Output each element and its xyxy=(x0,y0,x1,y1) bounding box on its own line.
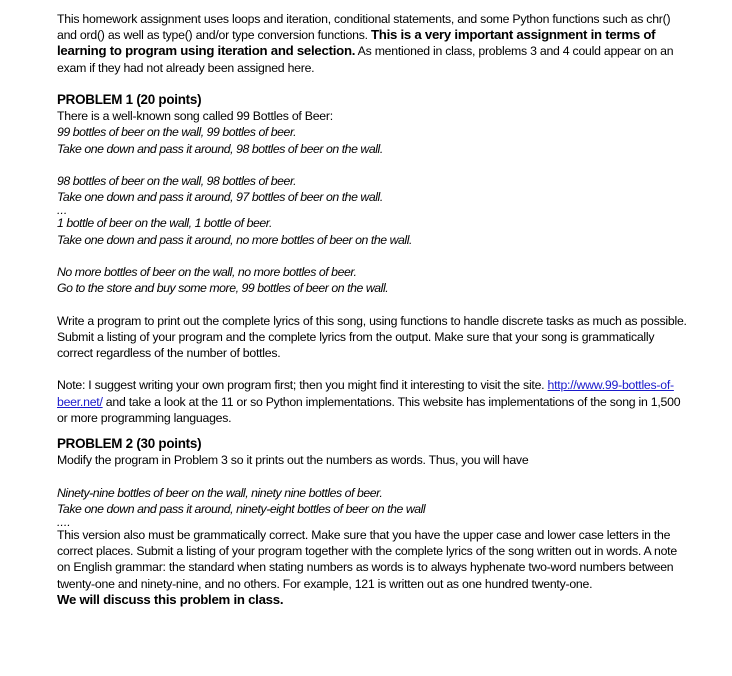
problem1-heading: PROBLEM 1 (20 points) xyxy=(57,92,202,107)
problem2-heading: PROBLEM 2 (30 points) xyxy=(57,436,202,451)
intro-text: This homework assignment uses loops and iteration, conditional statements, and some Python functions such as chr() and ord() as well as type() and/or type conversion functions. xyxy=(57,12,671,43)
lyric-line: Take one down and pass it around, no more bottles of beer on the wall. xyxy=(57,232,412,247)
lyric-line: Take one down and pass it around, 97 bottles of beer on the wall. xyxy=(57,190,383,205)
problem1-note xyxy=(57,377,687,426)
assignment-document xyxy=(57,11,687,608)
problem2-intro: Modify the program in Problem 3 so it prints out the numbers as words. Thus, you will have xyxy=(57,453,529,468)
lyric-line: Take one down and pass it around, 98 bottles of beer on the wall. xyxy=(57,141,383,156)
lyric-ellipsis: ... xyxy=(57,203,68,218)
lyric-line: Take one down and pass it around, ninety-eight bottles of beer on the wall xyxy=(57,501,426,516)
problem1-instructions: Write a program to print out the complete lyrics of this song, using functions to handle discrete tasks as much as possible. Submit a listing of your program and the complete lyrics from the output. Make sure that your song is grammatically correct regardless of the number of bottles. xyxy=(57,313,687,360)
intro-text-end: As mentioned in class, problems 3 and 4 could appear on an exam if they had not already been assigned here. xyxy=(57,44,674,75)
lyric-line: Go to the store and buy some more, 99 bottles of beer on the wall. xyxy=(57,281,389,296)
problem2-text: This version also must be grammatically correct. Make sure that you have the upper case and lower case letters in the correct places. Submit a listing of your program together with the complete lyrics of the song written out in words. A note on English grammar: the standard when stating numbers as words is to always hyphenate two-word numbers between twenty-one and ninety-nine, and no others. For example, 121 is written out as one hundred twenty-one. xyxy=(57,528,677,591)
problem2-closing: We will discuss this problem in class. xyxy=(57,591,284,607)
intro-paragraph xyxy=(57,11,687,76)
lyric-line: No more bottles of beer on the wall, no more bottles of beer. xyxy=(57,265,357,279)
problem1-intro: There is a well-known song called 99 Bottles of Beer: xyxy=(57,109,333,124)
note-text-end: and take a look at the 11 or so Python implementations. This website has implementations of the song in 1,500 or more programming languages. xyxy=(57,394,681,425)
lyric-line: Ninety-nine bottles of beer on the wall, ninety nine bottles of beer. xyxy=(57,485,383,500)
bottles-website-link[interactable]: http://www.99-bottles-of-beer.net/ xyxy=(57,378,674,409)
lyric-ellipsis: .... xyxy=(57,515,71,529)
lyric-line: 99 bottles of beer on the wall, 99 bottles of beer. xyxy=(57,125,297,140)
note-text: Note: I suggest writing your own program first; then you might find it interesting to visit the site. xyxy=(57,378,548,393)
lyric-line: 98 bottles of beer on the wall, 98 bottles of beer. xyxy=(57,174,297,188)
intro-emphasis: This is a very important assignment in terms of learning to program using iteration and selection. xyxy=(57,27,656,59)
lyric-line: 1 bottle of beer on the wall, 1 bottle of beer. xyxy=(57,216,272,231)
